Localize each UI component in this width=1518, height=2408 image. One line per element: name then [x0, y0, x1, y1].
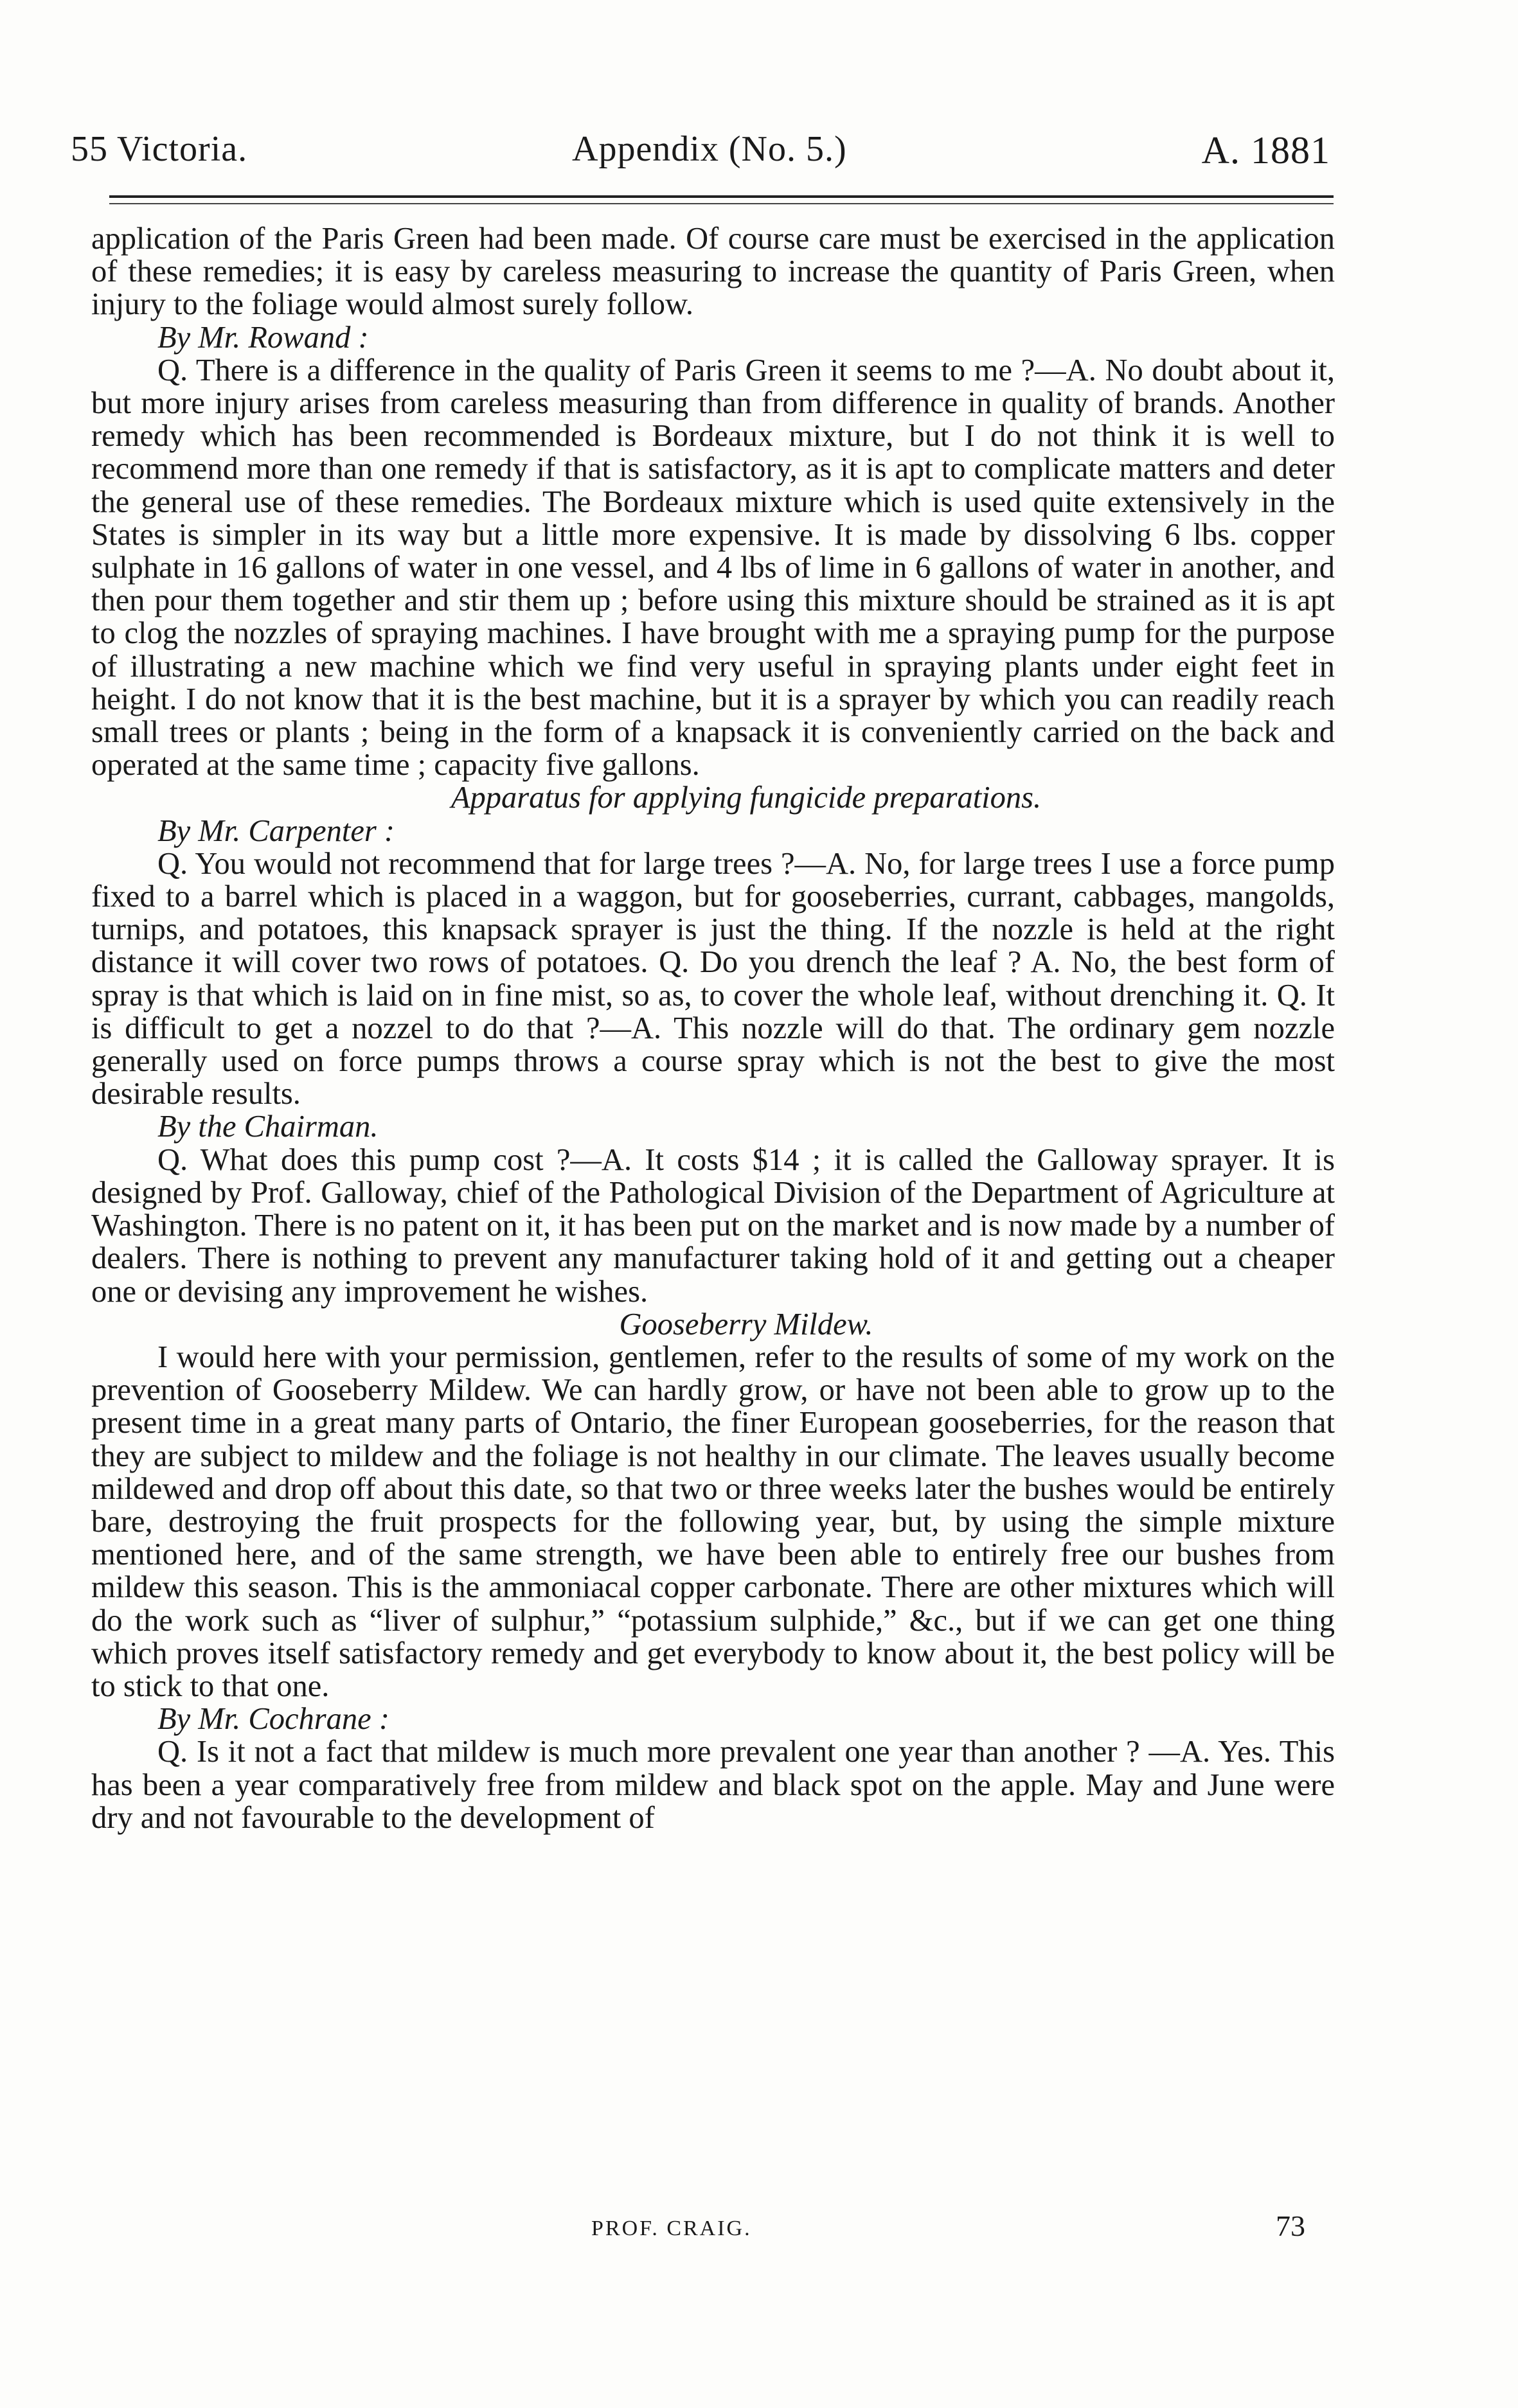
- body-text: [91, 222, 1335, 1834]
- paragraph: Q. You would not recommend that for large trees ?—A. No, for large trees I use a force pump fixed to a barrel which is placed in a waggon, but for gooseberries, currant, cabbages, mangolds, turnips, and potatoes, this knapsack sprayer is just the thing. If the nozzle is held at the right distance it will cover two rows of potatoes. Q. Do you drench the leaf ? A. No, the best form of spray is that which is laid on in fine mist, so as, to cover the whole leaf, without drenching it. Q. It is difficult to get a nozzel to do that ?—A. This nozzle will do that. The ordinary gem nozzle generally used on force pumps throws a course spray which is not the best to give the most desirable results.: [91, 846, 1335, 1111]
- speaker-label: By Mr. Cochrane :: [157, 1702, 389, 1737]
- paragraph: I would here with your permission, gentlemen, refer to the results of some of my work on the prevention of Gooseberry Mildew. We can hardly grow, or have not been able to grow up to the present time in a great many parts of Ontario, the finer European gooseberries, for the reason that they are subject to mildew and the foliage is not healthy in our climate. The leaves usually become mildewed and drop off about this date, so that two or three weeks later the bushes would be entirely bare, destroying the fruit prospects for the following year, but, by using the simple mixture mentioned here, and of the same strength, we have been able to entirely free our bushes from mildew this season. This is the ammoniacal copper carbonate. There are other mixtures which will do the work such as “liver of sulphur,” “potassium sulphide,” &c., but if we can get one thing which proves itself satisfactory remedy and get everybody to know about it, the best policy will be to stick to that one.: [91, 1340, 1335, 1703]
- header-rule-thin: [109, 203, 1334, 204]
- paragraph: Q. Is it not a fact that mildew is much more prevalent one year than another ? —A. Yes. This has been a year comparatively free from mildew and black spot on the apple. May and June were dry and not favourable to the development of: [91, 1735, 1335, 1835]
- paragraph: application of the Paris Green had been made. Of course care must be exercised in the application of these remedies; it is easy by careless measuring to increase the quantity of Paris Green, when injury to the foliage would almost surely follow.: [91, 222, 1335, 322]
- paragraph: Q. There is a difference in the quality of Paris Green it seems to me ?—A. No doubt about it, but more injury arises from careless measuring than from difference in quality of brands. Another remedy which has been recommended is Bordeaux mixture, but I do not think it is well to recommend more than one remedy if that is satisfactory, as it is apt to complicate matters and deter the general use of these remedies. The Bordeaux mixture which is used quite extensively in the States is simpler in its way but a little more expensive. It is made by dissolving 6 lbs. copper sulphate in 16 gallons of water in one vessel, and 4 lbs of lime in 6 gallons of water in another, and then pour them together and stir them up ; before using this mixture should be strained as it is apt to clog the nozzles of spraying machines. I have brought with me a spraying pump for the purpose of illustrating a new machine which we find very useful in spraying plants under eight feet in height. I do not know that it is the best machine, but it is a sprayer by which you can readily reach small trees or plants ; being in the form of a knapsack it is conveniently carried on the back and operated at the same time ; capacity five gallons.: [91, 353, 1335, 783]
- paragraph: Q. What does this pump cost ?—A. It costs $14 ; it is called the Galloway sprayer. It is designed by Prof. Galloway, chief of the Pathological Division of the Department of Agriculture at Washington. There is no patent on it, it has been put on the market and is now made by a number of dealers. There is nothing to prevent any manufacturer taking hold of it and getting out a cheaper one or devising any improvement he wishes.: [91, 1142, 1335, 1309]
- header-appendix: Appendix (No. 5.): [572, 129, 847, 169]
- page-number: 73: [1276, 2209, 1305, 2242]
- header-session: 55 Victoria.: [71, 129, 248, 169]
- header-year: A. 1881: [1201, 129, 1330, 172]
- header-rule-thick: [109, 195, 1334, 198]
- running-header: [71, 128, 1330, 180]
- speaker-label: By Mr. Rowand :: [157, 320, 369, 355]
- section-heading: Gooseberry Mildew.: [619, 1307, 873, 1341]
- speaker-label: By Mr. Carpenter :: [157, 813, 395, 848]
- section-heading: Apparatus for applying fungicide preparations.: [451, 781, 1042, 815]
- footer-signature: PROF. CRAIG.: [591, 2217, 752, 2240]
- speaker-label: By the Chairman.: [157, 1110, 379, 1144]
